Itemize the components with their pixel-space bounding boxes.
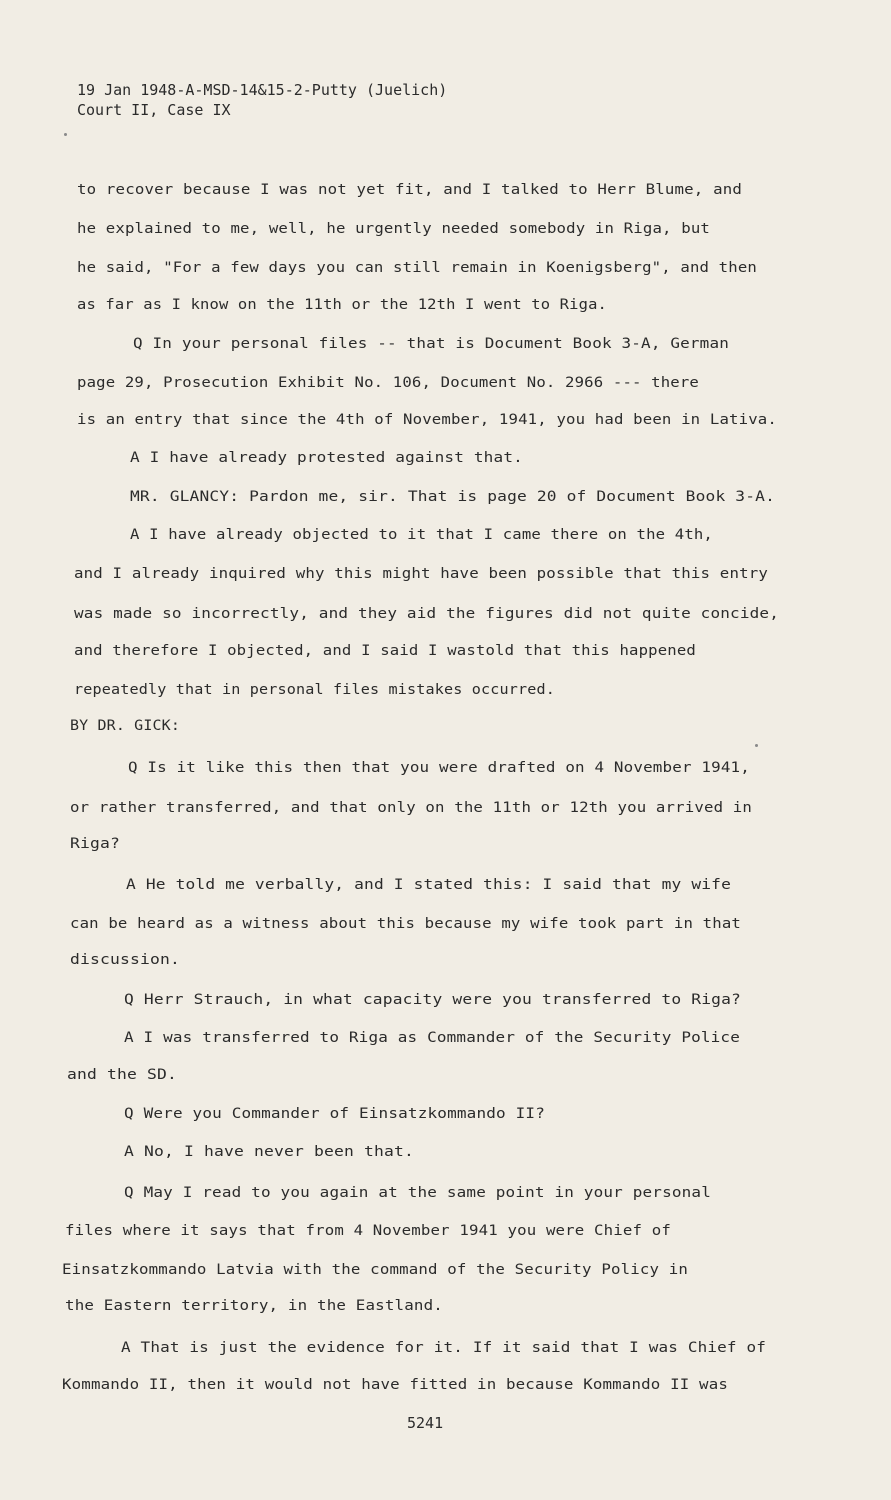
body-line: A I have already protested against that.	[130, 450, 523, 466]
body-line: he said, "For a few days you can still remain in Koenigsberg", and then	[77, 260, 757, 276]
body-line: to recover because I was not yet fit, and I talked to Herr Blume, and	[77, 182, 742, 198]
body-line: Einsatzkommando Latvia with the command of the Security Policy in	[62, 1262, 688, 1278]
body-line: he explained to me, well, he urgently needed somebody in Riga, but	[77, 221, 710, 237]
body-line: A I was transferred to Riga as Commander of the Security Police	[124, 1030, 740, 1046]
body-line: or rather transferred, and that only on the 11th or 12th you arrived in	[70, 800, 752, 816]
body-line: BY DR. GICK:	[70, 718, 180, 734]
body-line: can be heard as a witness about this because my wife took part in that	[70, 916, 741, 932]
body-line: repeatedly that in personal files mistakes occurred.	[74, 682, 555, 698]
paper-speck	[64, 133, 67, 136]
body-line: as far as I know on the 11th or the 12th I went to Riga.	[77, 297, 607, 313]
body-line: files where it says that from 4 November 1941 you were Chief of	[65, 1223, 671, 1239]
body-line: page 29, Prosecution Exhibit No. 106, Document No. 2966 --- there	[77, 375, 699, 391]
body-line: is an entry that since the 4th of November, 1941, you had been in Lativa.	[77, 412, 778, 428]
body-line: was made so incorrectly, and they aid the figures did not quite concide,	[74, 606, 779, 622]
body-line: and I already inquired why this might have been possible that this entry	[74, 566, 768, 582]
body-line: Q Were you Commander of Einsatzkommando II?	[124, 1106, 545, 1122]
body-line: Q Herr Strauch, in what capacity were you transferred to Riga?	[124, 992, 741, 1008]
body-line: A No, I have never been that.	[124, 1144, 414, 1160]
body-line: Kommando II, then it would not have fitted in because Kommando II was	[62, 1377, 728, 1393]
page-number: 5241	[407, 1414, 444, 1432]
header-date-line: 19 Jan 1948-A-MSD-14&15-2-Putty (Juelich)	[77, 81, 448, 99]
body-line: the Eastern territory, in the Eastland.	[65, 1298, 443, 1314]
body-line: Riga?	[70, 836, 120, 852]
body-line: and the SD.	[67, 1067, 177, 1083]
body-line: Q Is it like this then that you were drafted on 4 November 1941,	[128, 760, 750, 776]
body-line: A He told me verbally, and I stated this: I said that my wife	[126, 877, 731, 893]
body-line: A That is just the evidence for it. If it said that I was Chief of	[121, 1340, 766, 1356]
body-line: discussion.	[70, 952, 180, 968]
body-line: A I have already objected to it that I came there on the 4th,	[130, 527, 714, 543]
body-line: Q May I read to you again at the same point in your personal	[124, 1185, 711, 1201]
header-court-line: Court II, Case IX	[77, 101, 231, 119]
document-header	[77, 80, 447, 120]
paper-speck	[755, 744, 758, 747]
body-line: MR. GLANCY: Pardon me, sir. That is page 20 of Document Book 3-A.	[130, 489, 775, 505]
body-line: and therefore I objected, and I said I wastold that this happened	[74, 643, 696, 659]
body-line: Q In your personal files -- that is Document Book 3-A, German	[133, 336, 729, 352]
